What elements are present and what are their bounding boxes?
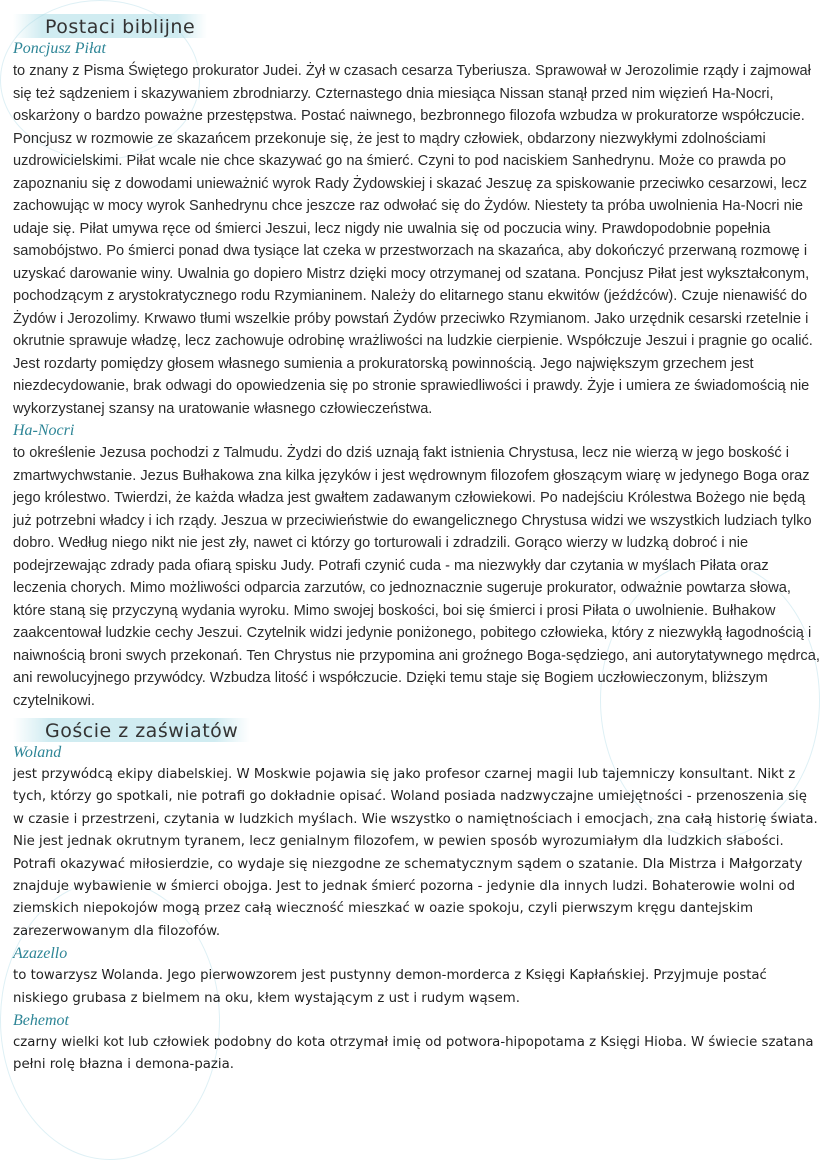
character-name: Woland — [13, 744, 62, 761]
character-description: czarny wielki kot lub człowiek podobny do kota otrzymał imię od potwora-hipopotama z Księgi Hioba. W świecie szatana pełni rolę błazna i demona-pazia. — [13, 1035, 814, 1073]
document — [13, 0, 821, 1077]
character-name: Behemot — [13, 1012, 69, 1030]
section-title-biblical: Postaci biblijne — [13, 14, 207, 38]
character-name: Ha-Nocri — [13, 422, 75, 439]
character-description: to towarzysz Wolanda. Jego pierwowzorem jest pustynny demon-morderca z Księgi Kapłańskiej. Przyjmuje postać niskiego grubasa z bielmem na oku, kłem wystającym z ust i rudym wąsem. — [13, 968, 767, 1006]
section-title-otherworld: Goście z zaświatów — [13, 718, 250, 742]
character-description: to znany z Pisma Świętego prokurator Judei. Żył w czasach cesarza Tyberiusza. Sprawował w Jerozolimie rządy i zajmował się też sądzeniem i skazywaniem zbrodniarzy. Czternastego dnia miesiąca Nissan stanął przed nim więzień Ha-Nocri, oskarżony o bardzo poważne przestępstwa. Postać naiwnego, bezbronnego filozofa wzbudza w prokuratorze współczucie. Poncjusz w rozmowie ze skazańcem przekonuje się, że jest to mądry człowiek, obdarzony niezwykłymi zdolnościami uzdrowicielskimi. Piłat wcale nie chce skazywać go na śmierć. Czyni to pod naciskiem Sanhedrynu. Może co prawda po zapoznaniu się z dowodami unieważnić wyrok Rady Żydowskiej i skazać Jeszuę za spiskowanie przeciwko cesarzowi, lecz zachowując w mocy wyrok Sanhedrynu chce jeszcze raz odwołać się do Żydów. Niestety ta próba uwolnienia Ha-Nocri nie udaje się. Piłat umywa ręce od śmierci Jeszui, lecz nigdy nie uwalnia się od poczucia winy. Prawdopodobnie popełnia samobójstwo. Po śmierci ponad dwa tysiące lat czeka w przestworzach na skazańca, aby dokończyć przerwaną rozmowę i uzyskać darowanie winy. Uwalnia go dopiero Mistrz dzięki mocy otrzymanej od szatana. Poncjusz Piłat jest wykształconym, pochodzącym z arystokratycznego rodu Rzymianinem. Należy do elitarnego stanu ekwitów (jeźdźców). Czuje nienawiść do Żydów i Jerozolimy. Krwawo tłumi wszelkie próby powstań Żydów przeciwko Rzymianom. Jako urzędnik cesarski rzetelnie i okrutnie sprawuje władzę, lecz zachowuje odrobinę wrażliwości na ludzkie cierpienie. Współczuje Jeszui i pragnie go ocalić. Jest rozdarty pomiędzy głosem własnego sumienia a prokuratorską powinnością. Jego największym grzechem jest niezdecydowanie, brak odwagi do opowiedzenia się po stronie sprawiedliwości i prawdy. Żyje i umiera ze świadomością nie wykorzystanej szansy na uratowanie własnego człowieczeństwa. — [13, 63, 813, 417]
character-description: to określenie Jezusa pochodzi z Talmudu. Żydzi do dziś uznają fakt istnienia Chrystusa, lecz nie wierzą w jego boskość i zmartwychwstanie. Jezus Bułhakowa zna kilka języków i jest wędrownym filozofem głoszącym wiarę w jedynego Boga oraz jego królestwo. Twierdzi, że każda władza jest gwałtem zadawanym człowiekowi. Po nadejściu Królestwa Bożego nie będą już potrzebni władcy i ich rządy. Jeszua w przeciwieństwie do ewangelicznego Chrystusa widzi we wszystkich ludziach tylko dobro. Według niego nikt nie jest zły, nawet ci którzy go torturowali i zdradzili. Gorąco wierzy w ludzką dobroć i nie podejrzewając zdrady pada ofiarą spisku Judy. Potrafi czynić cuda - ma niezwykły dar czytania w myślach Piłata oraz leczenia chorych. Mimo możliwości odparcia zarzutów, co jednoznacznie sugeruje prokurator, odważnie powtarza słowa, które staną się przyczyną wydania wyroku. Mimo swojej boskości, boi się śmierci i prosi Piłata o uwolnienie. Bułhakow zaakcentował ludzkie cechy Jeszui. Czytelnik widzi jedynie poniżonego, pobitego człowieka, który z niezwykłą łagodnością i naiwnością broni swych przekonań. Ten Chrystus nie przypomina ani groźnego Boga-sędziego, ani autorytatywnego mędrca, ani rewolucyjnego przywódcy. Wzbudza litość i współczucie. Dzięki temu staje się Bogiem uczłowieczonym, bliższym czytelnikowi. — [13, 445, 820, 709]
character-description: jest przywódcą ekipy diabelskiej. W Moskwie pojawia się jako profesor czarnej magii lub tajemniczy konsultant. Nikt z tych, którzy go spotkali, nie potrafi go dokładnie opisać. Woland posiada nadzwyczajne umiejętności - przenoszenia się w czasie i przestrzeni, czytania w ludzkich myślach. Wie wszystko o namiętnościach i emocjach, zna całą historię świata. Nie jest jednak okrutnym tyranem, lecz genialnym filozofem, w pewien sposób wyrozumiałym dla ludzkich słabości. Potrafi okazywać miłosierdzie, co wydaje się niezgodne ze schematycznym sądem o szatanie. Dla Mistrza i Małgorzaty znajduje wybawienie w śmierci obojga. Jest to jednak śmierć pozorna - jedynie dla innych ludzi. Bohaterowie wolni od ziemskich niepokojów mogą przez całą wieczność mieszkać w oazie spokoju, czyli pierwszym kręgu dantejskim zarezerwowanym dla filozofów. — [13, 767, 818, 939]
character-name: Azazello — [13, 945, 68, 963]
character-name: Poncjusz Piłat — [13, 40, 106, 57]
